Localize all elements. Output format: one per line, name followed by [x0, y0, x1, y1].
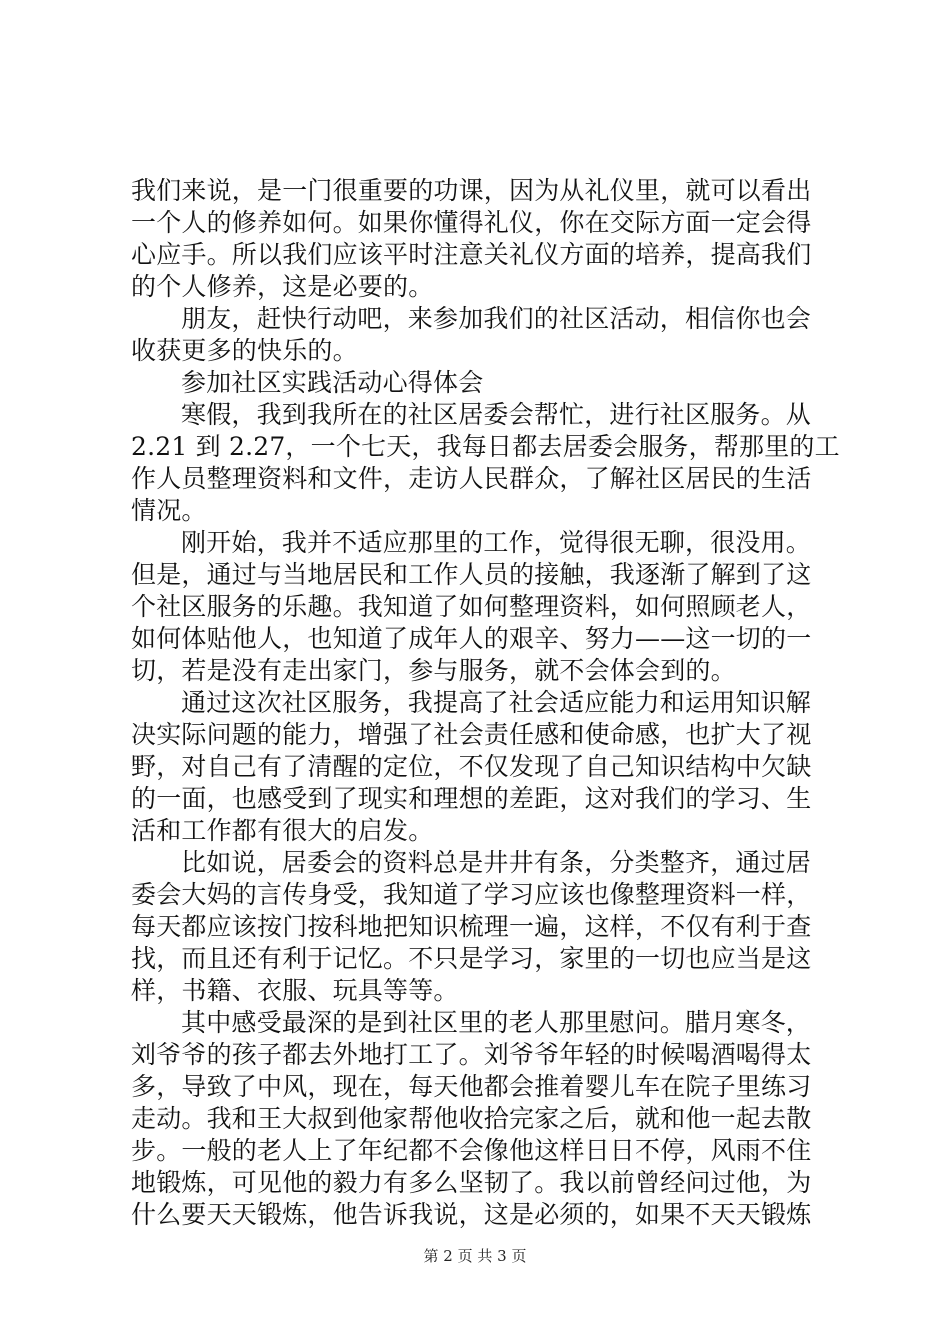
text-line: 步。一般的老人上了年纪都不会像他这样日日不停，风雨不住 [131, 1136, 812, 1165]
text-line: 地锻炼，可见他的毅力有多么坚韧了。我以前曾经问过他，为 [131, 1168, 812, 1197]
text-line: 一个人的修养如何。如果你懂得礼仪，你在交际方面一定会得 [131, 208, 812, 237]
text-line: 活和工作都有很大的启发。 [131, 816, 434, 845]
text-line: 的个人修养，这是必要的。 [131, 272, 434, 301]
text-line: 每天都应该按门按科地把知识梳理一遍，这样，不仅有利于查 [131, 912, 812, 941]
text-line: 找，而且还有利于记忆。不只是学习，家里的一切也应当是这 [131, 944, 812, 973]
text-line: 的一面，也感受到了现实和理想的差距，这对我们的学习、生 [131, 784, 812, 813]
text-line: 刚开始，我并不适应那里的工作，觉得很无聊，很没用。 [181, 528, 812, 557]
text-line: 比如说，居委会的资料总是井井有条，分类整齐，通过居 [181, 848, 812, 877]
text-line: 其中感受最深的是到社区里的老人那里慰问。腊月寒冬， [181, 1008, 812, 1037]
text-line: 朋友，赶快行动吧，来参加我们的社区活动，相信你也会 [181, 304, 812, 333]
text-line: 但是，通过与当地居民和工作人员的接触，我逐渐了解到了这 [131, 560, 812, 589]
page-number: 第 2 页 共 3 页 [423, 1247, 527, 1265]
text-line: 切，若是没有走出家门，参与服务，就不会体会到的。 [131, 656, 736, 685]
text-line: 寒假，我到我所在的社区居委会帮忙，进行社区服务。从 [181, 400, 812, 429]
text-line: 2.21 到 2.27，一个七天，我每日都去居委会服务，帮那里的工 [131, 432, 840, 461]
text-line: 走动。我和王大叔到他家帮他收拾完家之后，就和他一起去散 [131, 1104, 812, 1133]
text-line: 如何体贴他人，也知道了成年人的艰辛、努力——这一切的一 [131, 624, 812, 653]
text-line: 作人员整理资料和文件，走访人民群众，了解社区居民的生活 [131, 464, 812, 493]
text-line: 什么要天天锻炼，他告诉我说，这是必须的，如果不天天锻炼 [131, 1200, 812, 1229]
text-line: 通过这次社区服务，我提高了社会适应能力和运用知识解 [181, 688, 812, 717]
text-line: 野，对自己有了清醒的定位，不仅发现了自己知识结构中欠缺 [131, 752, 812, 781]
text-line: 收获更多的快乐的。 [131, 336, 358, 365]
text-line: 情况。 [131, 496, 207, 525]
section-heading: 参加社区实践活动心得体会 [181, 368, 484, 397]
text-line: 样，书籍、衣服、玩具等等。 [131, 976, 459, 1005]
text-line: 个社区服务的乐趣。我知道了如何整理资料，如何照顾老人， [131, 592, 812, 621]
text-line: 多，导致了中风，现在，每天他都会推着婴儿车在院子里练习 [131, 1072, 812, 1101]
text-line: 决实际问题的能力，增强了社会责任感和使命感，也扩大了视 [131, 720, 812, 749]
text-line: 心应手。所以我们应该平时注意关礼仪方面的培养，提高我们 [131, 240, 812, 269]
text-line: 委会大妈的言传身受，我知道了学习应该也像整理资料一样， [131, 880, 812, 909]
text-line: 我们来说，是一门很重要的功课，因为从礼仪里，就可以看出 [131, 176, 812, 205]
text-line: 刘爷爷的孩子都去外地打工了。刘爷爷年轻的时候喝酒喝得太 [131, 1040, 812, 1069]
